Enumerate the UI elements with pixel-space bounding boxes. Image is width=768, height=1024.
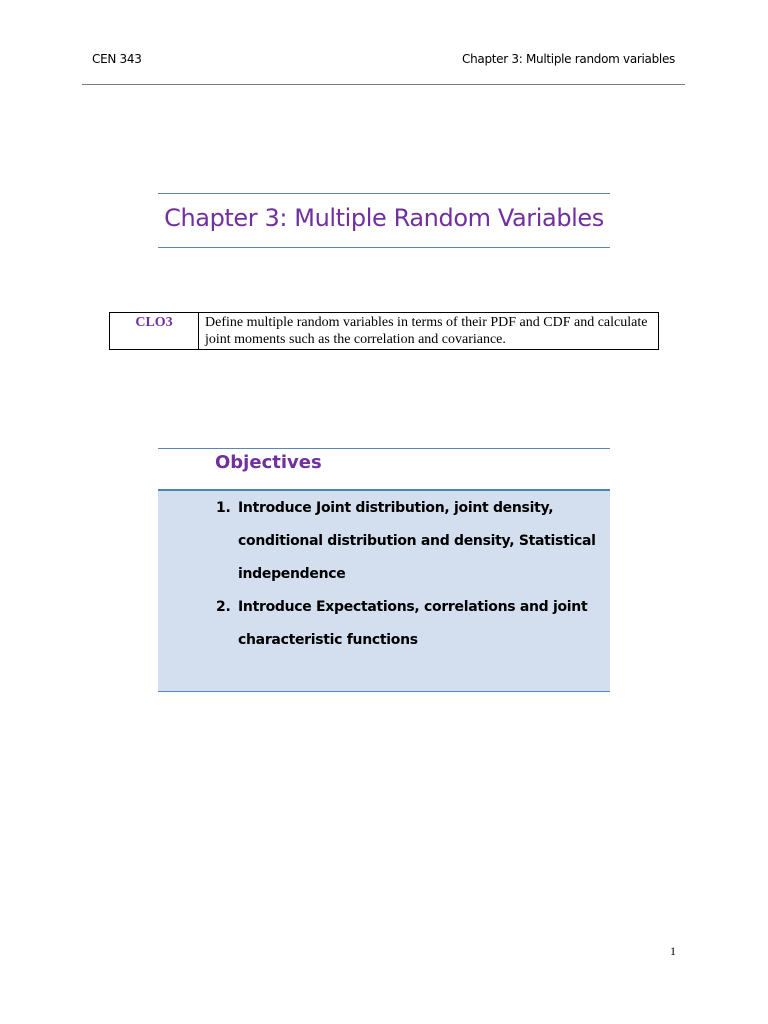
objective-item (158, 591, 610, 657)
objective-text: Introduce Joint distribution, joint density, conditional distribution and density, Statistical independence (238, 500, 596, 582)
header-course-code: CEN 343 (92, 52, 142, 66)
chapter-title-box (158, 193, 610, 248)
clo-description: Define multiple random variables in terms of their PDF and CDF and calculate joint moments such as the correlation and covariance. (205, 315, 648, 347)
objectives-header (158, 448, 610, 491)
objective-text: Introduce Expectations, correlations and joint characteristic functions (238, 599, 588, 648)
header-divider (82, 84, 685, 85)
objectives-panel (158, 491, 610, 692)
objectives-title: Objectives (215, 452, 322, 473)
objectives-list (158, 492, 610, 657)
objective-item (158, 492, 610, 591)
objective-number: 2. (216, 599, 231, 615)
clo-table (109, 312, 659, 350)
header-chapter-title: Chapter 3: Multiple random variables (462, 52, 675, 66)
page-number: 1 (670, 944, 676, 958)
chapter-title: Chapter 3: Multiple Random Variables (164, 203, 604, 232)
objective-number: 1. (216, 500, 231, 516)
clo-code: CLO3 (110, 313, 199, 349)
